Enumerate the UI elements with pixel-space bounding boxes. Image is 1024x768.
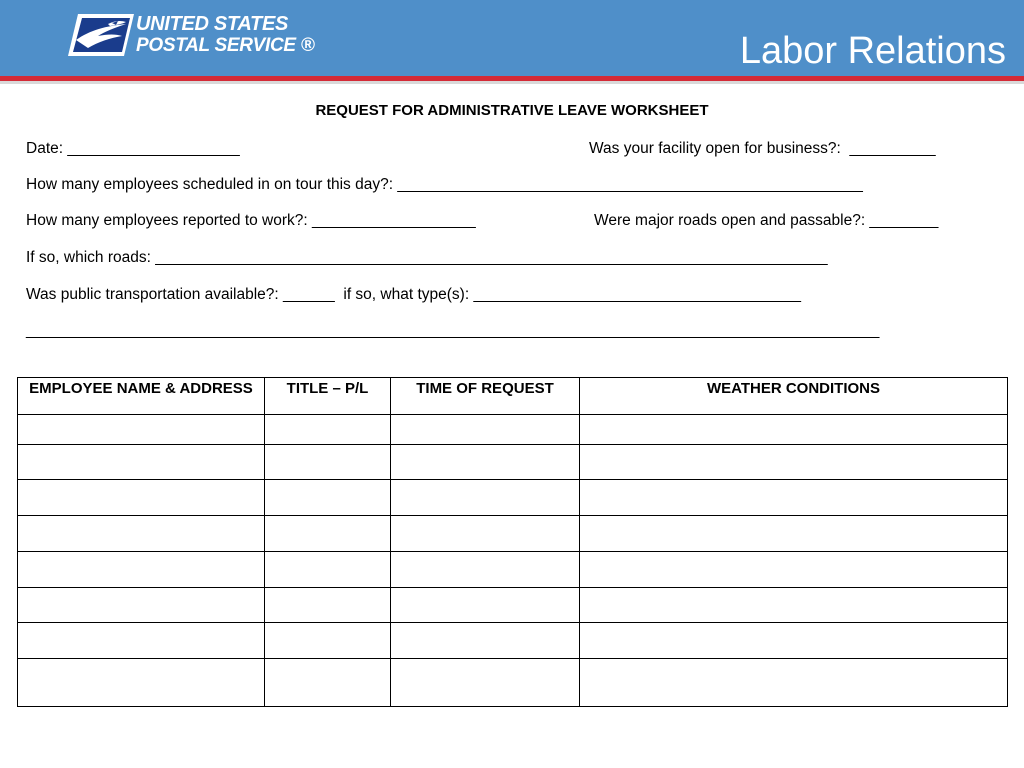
column-header-title: TITLE – P/L	[265, 378, 391, 415]
table-cell[interactable]	[580, 552, 1008, 588]
table-cell[interactable]	[265, 623, 391, 659]
table-cell[interactable]	[391, 623, 580, 659]
employee-table	[17, 377, 1008, 707]
table-cell[interactable]	[265, 480, 391, 516]
table-cell[interactable]	[265, 445, 391, 480]
table-cell[interactable]	[391, 659, 580, 707]
table-cell[interactable]	[18, 480, 265, 516]
table-cell[interactable]	[18, 623, 265, 659]
table-cell[interactable]	[391, 552, 580, 588]
table-cell[interactable]	[18, 588, 265, 623]
table-cell[interactable]	[580, 588, 1008, 623]
table-cell[interactable]	[18, 445, 265, 480]
table-cell[interactable]	[391, 516, 580, 552]
table-cell[interactable]	[18, 516, 265, 552]
table-cell[interactable]	[265, 588, 391, 623]
table-cell[interactable]	[580, 415, 1008, 445]
facility-open-field[interactable]: Was your facility open for business?: __________	[589, 140, 936, 157]
logo-text-line1: UNITED STATES	[136, 13, 289, 35]
table-row	[18, 623, 1008, 659]
eagle-icon	[68, 14, 134, 56]
form-title: REQUEST FOR ADMINISTRATIVE LEAVE WORKSHEET	[315, 102, 709, 119]
table-cell[interactable]	[391, 415, 580, 445]
table-header-row	[18, 378, 1008, 415]
table-cell[interactable]	[265, 552, 391, 588]
table-cell[interactable]	[18, 659, 265, 707]
table-cell[interactable]	[391, 445, 580, 480]
employees-scheduled-field[interactable]: How many employees scheduled in on tour this day?: ______________________________________________________	[26, 176, 863, 193]
table-cell[interactable]	[18, 415, 265, 445]
table-cell[interactable]	[265, 415, 391, 445]
logo-text-line2: POSTAL SERVICE ®	[136, 35, 315, 56]
table-cell[interactable]	[18, 552, 265, 588]
additional-notes-line[interactable]: ___________________________________________________________________________________________________	[26, 322, 880, 339]
employees-reported-field[interactable]: How many employees reported to work?: ___________________	[26, 212, 476, 229]
table-cell[interactable]	[580, 623, 1008, 659]
header-gray-stripe	[0, 81, 1024, 84]
date-field[interactable]: Date: ____________________	[26, 140, 240, 157]
usps-logo	[68, 14, 318, 58]
page-title: Labor Relations	[739, 30, 1006, 72]
table-row	[18, 516, 1008, 552]
table-row	[18, 588, 1008, 623]
column-header-employee: EMPLOYEE NAME & ADDRESS	[18, 378, 265, 415]
table-cell[interactable]	[580, 659, 1008, 707]
table-cell[interactable]	[580, 480, 1008, 516]
table-row	[18, 445, 1008, 480]
table-cell[interactable]	[265, 516, 391, 552]
table-cell[interactable]	[580, 445, 1008, 480]
column-header-time: TIME OF REQUEST	[391, 378, 580, 415]
which-roads-field[interactable]: If so, which roads: ______________________________________________________________________________	[26, 249, 828, 266]
table-row	[18, 552, 1008, 588]
table-row	[18, 480, 1008, 516]
table-cell[interactable]	[580, 516, 1008, 552]
table-cell[interactable]	[265, 659, 391, 707]
roads-open-field[interactable]: Were major roads open and passable?: ________	[594, 212, 939, 229]
table-cell[interactable]	[391, 480, 580, 516]
table-row	[18, 415, 1008, 445]
table-row	[18, 659, 1008, 707]
public-transportation-field[interactable]: Was public transportation available?: ______ if so, what type(s): ______________________________________	[26, 286, 802, 303]
table-cell[interactable]	[391, 588, 580, 623]
column-header-weather: WEATHER CONDITIONS	[580, 378, 1008, 415]
